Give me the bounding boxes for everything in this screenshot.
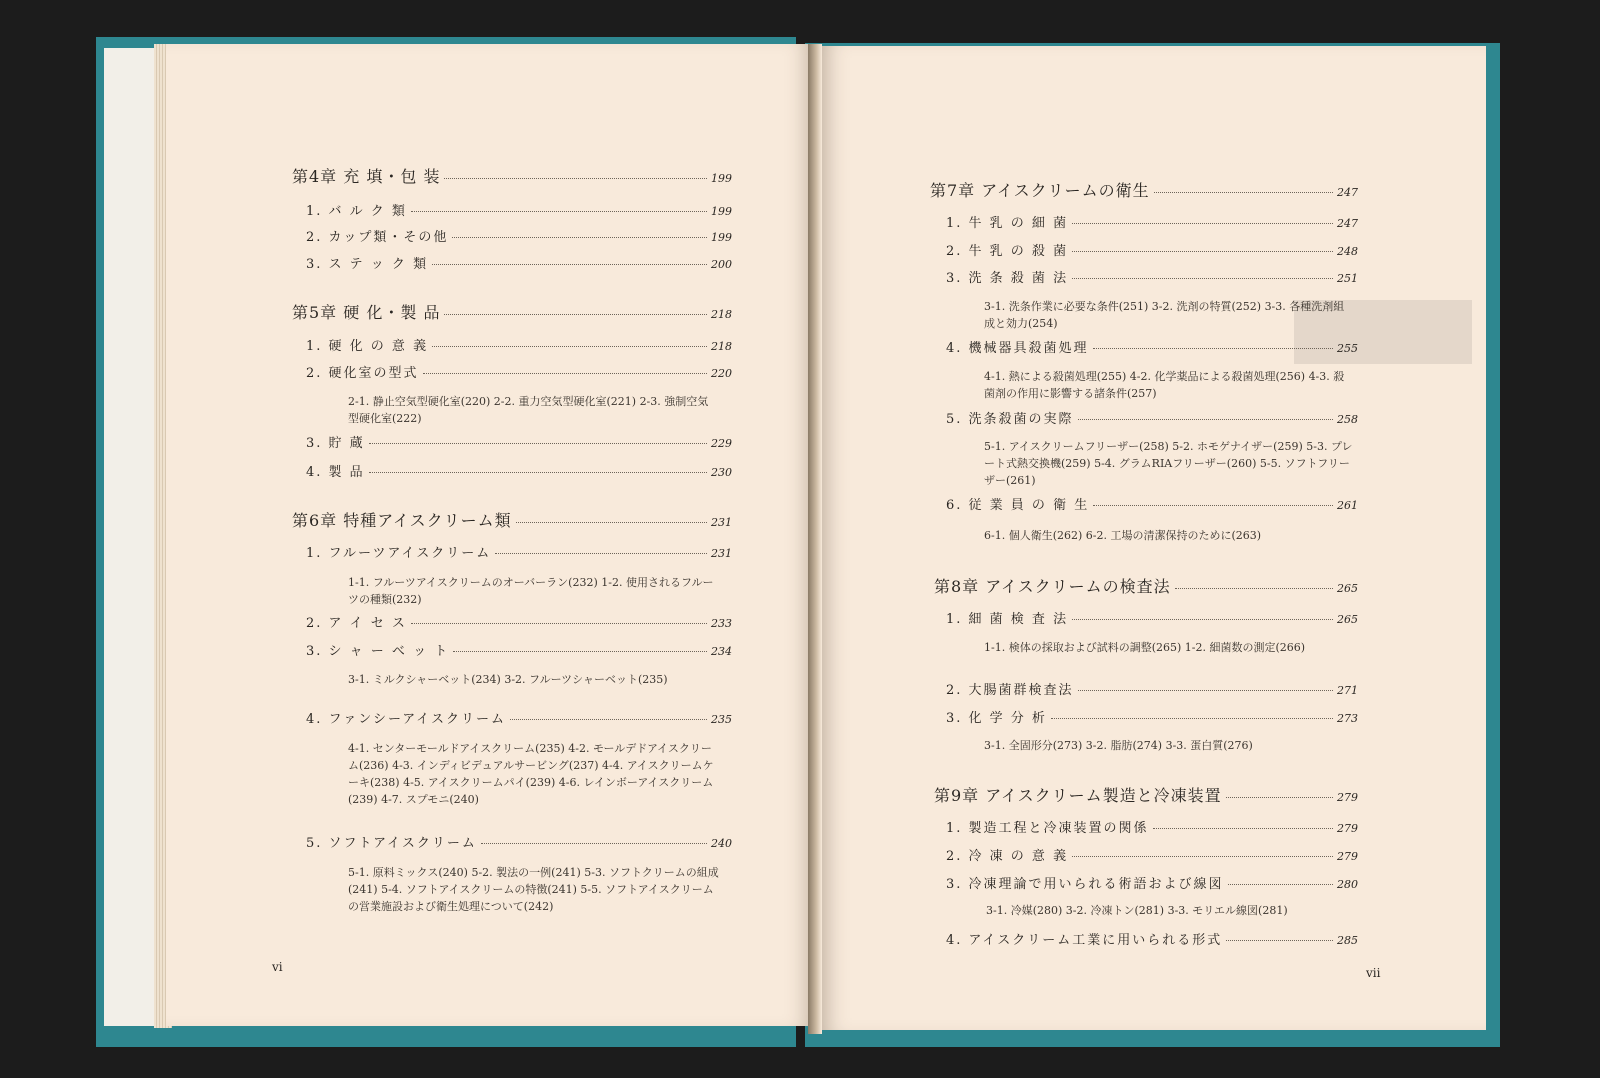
toc-entry: 6. 従 業 員 の 衛 生 261 <box>946 498 1358 513</box>
toc-entry: 3. ス テ ッ ク 類 200 <box>306 257 732 272</box>
toc-subentries: 5-1. アイスクリームフリーザー(258) 5-2. ホモゲナイザー(259) 5-3. プレート式熱交換機(259) 5-4. グラムRIAフリーザー(260) 5-5. ソフトフリーザー(261) <box>984 440 1353 487</box>
toc-entry: 2. ア イ セ ス 233 <box>306 616 732 631</box>
toc-subentries: 4-1. 熱による殺菌処理(255) 4-2. 化学薬品による殺菌処理(256) 4-3. 殺菌剤の作用に影響する諸条件(257) <box>984 370 1345 400</box>
toc-chapter: 第5章 硬 化・製 品 218 <box>292 303 732 322</box>
toc-subentries: 3-1. 洗条作業に必要な条件(251) 3-2. 洗剤の特質(252) 3-3. 各種洗剤組成と効力(254) <box>984 300 1345 330</box>
toc-entry: 3. 冷凍理論で用いられる術語および線図 280 <box>946 877 1358 892</box>
toc-entry: 1. バ ル ク 類 199 <box>306 204 732 219</box>
toc-subentries: 3-1. ミルクシャーベット(234) 3-2. フルーツシャーベット(235) <box>348 673 668 686</box>
book-gutter <box>808 44 822 1034</box>
toc-entry: 4. ファンシーアイスクリーム 235 <box>306 712 732 727</box>
toc-chapter: 第4章 充 填・包 装 199 <box>292 167 732 186</box>
toc-subentries: 6-1. 個人衛生(262) 6-2. 工場の清潔保持のために(263) <box>984 529 1262 542</box>
toc-entry: 2. 大腸菌群検査法 271 <box>946 683 1358 698</box>
toc-entry: 4. 製 品 230 <box>306 465 732 480</box>
toc-entry: 1. 製造工程と冷凍装置の関係 279 <box>946 821 1358 836</box>
toc-entry: 1. フルーツアイスクリーム 231 <box>306 546 732 561</box>
toc-entry: 3. 化 学 分 析 273 <box>946 711 1358 726</box>
toc-entry: 2. 牛 乳 の 殺 菌 248 <box>946 244 1358 259</box>
toc-entry: 1. 硬 化 の 意 義 218 <box>306 339 732 354</box>
toc-entry: 5. 洗条殺菌の実際 258 <box>946 412 1358 427</box>
toc-entry: 2. 硬化室の型式 220 <box>306 366 732 381</box>
toc-entry: 1. 細 菌 検 査 法 265 <box>946 612 1358 627</box>
toc-subentries: 5-1. 原料ミックス(240) 5-2. 製法の一例(241) 5-3. ソフトクリームの組成 (241) 5-4. ソフトアイスクリームの特徴(241) 5-5. ソフトアイスクリームの営業施設および衛生処理について(242) <box>348 866 719 913</box>
toc-entry: 3. シ ャ ー ベ ッ ト 234 <box>306 644 732 659</box>
toc-subentries: 3-1. 冷媒(280) 3-2. 冷凍トン(281) 3-3. モリエル線図(281) <box>986 904 1288 917</box>
toc-chapter: 第7章 アイスクリームの衛生 247 <box>930 181 1358 200</box>
toc-entry: 1. 牛 乳 の 細 菌 247 <box>946 216 1358 231</box>
toc-subentries: 1-1. 検体の採取および試料の調整(265) 1-2. 細菌数の測定(266) <box>984 641 1306 654</box>
toc-entry: 3. 貯 蔵 229 <box>306 436 732 451</box>
toc-entry: 2. カップ類・その他 199 <box>306 230 732 245</box>
page-folio: vi <box>272 960 283 974</box>
toc-chapter: 第8章 アイスクリームの検査法 265 <box>934 577 1358 596</box>
toc-entry: 2. 冷 凍 の 意 義 279 <box>946 849 1358 864</box>
toc-subentries: 2-1. 静止空気型硬化室(220) 2-2. 重力空気型硬化室(221) 2-3. 強制空気型硬化室(222) <box>348 395 709 425</box>
toc-subentries: 1-1. フルーツアイスクリームのオーバーラン(232) 1-2. 使用されるフルーツの種類(232) <box>348 576 714 606</box>
page-folio: vii <box>1366 966 1381 980</box>
toc-entry: 3. 洗 条 殺 菌 法 251 <box>946 271 1358 286</box>
toc-chapter: 第9章 アイスクリーム製造と冷凍装置 279 <box>934 786 1358 805</box>
toc-chapter: 第6章 特種アイスクリーム類 231 <box>292 511 732 530</box>
toc-entry: 4. アイスクリーム工業に用いられる形式 285 <box>946 933 1358 948</box>
toc-subentries: 4-1. センターモールドアイスクリーム(235) 4-2. モールデドアイスクリーム(236) 4-3. インディビデュアルサービング(237) 4-4. アイスクリームケーキ(238) 4-5. アイスクリームパイ(239) 4-6. レインボーアイスクリーム(239) 4-7. スプモニ(240) <box>348 742 714 806</box>
toc-entry: 5. ソフトアイスクリーム 240 <box>306 836 732 851</box>
toc-subentries: 3-1. 全固形分(273) 3-2. 脂肪(274) 3-3. 蛋白質(276) <box>984 739 1253 752</box>
toc-entry: 4. 機械器具殺菌処理 255 <box>946 341 1358 356</box>
